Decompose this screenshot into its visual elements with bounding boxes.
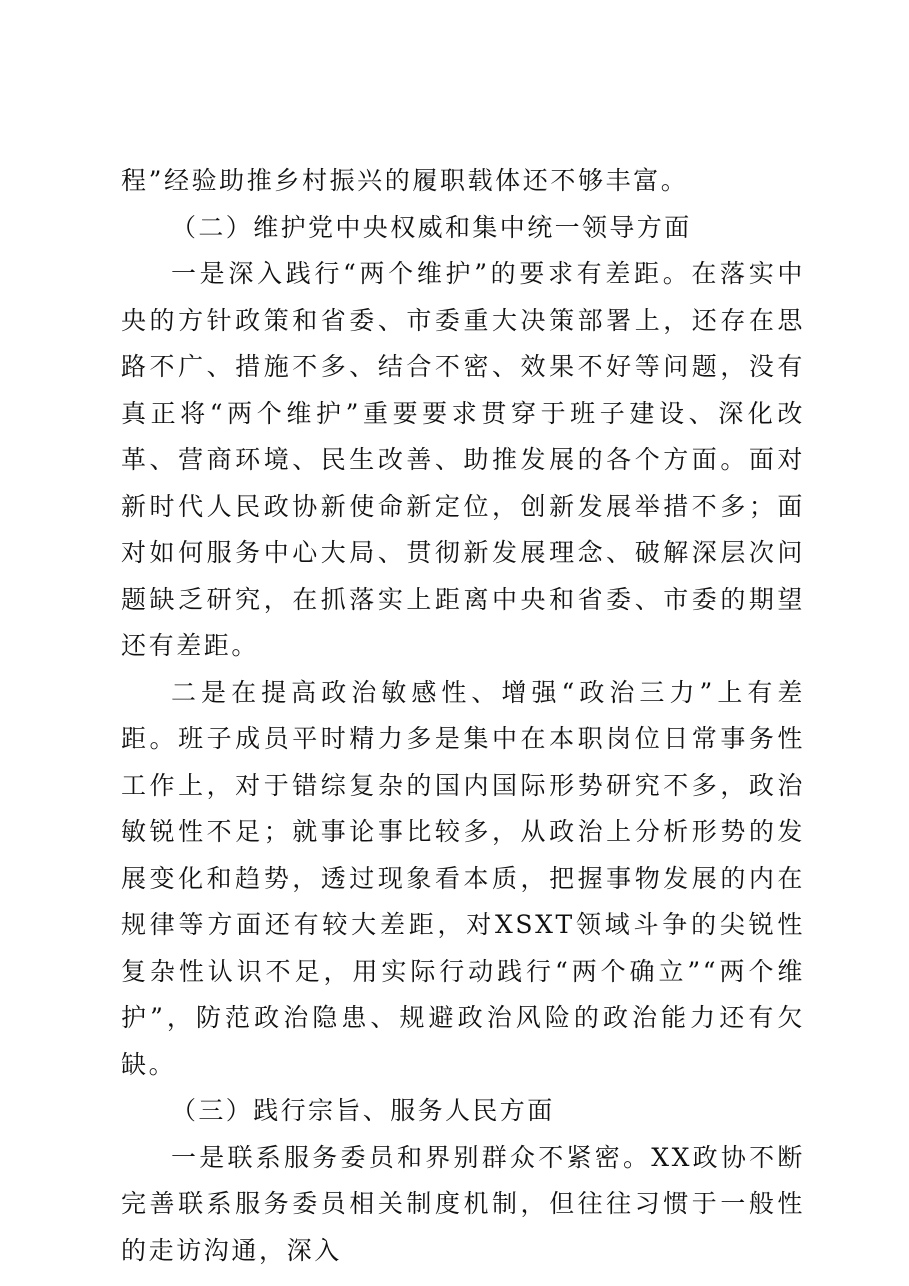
section-heading-2: （二）维护党中央权威和集中统一领导方面 <box>171 212 692 242</box>
document-body <box>121 158 805 1274</box>
section-3-paragraph-1: 一是联系服务委员和界别群众不紧密。XX政协不断完善联系服务委员相关制度机制，但往往习惯于一般性的走访沟通，深入 <box>121 1142 805 1265</box>
section-2-paragraph-2: 二是在提高政治敏感性、增强“政治三力”上有差距。班子成员平时精力多是集中在本职岗位日常事务性工作上，对于错综复杂的国内国际形势研究不多，政治敏锐性不足；就事论事比较多，从政治上分析形势的发展变化和趋势，透过现象看本质，把握事物发展的内在规律等方面还有较大差距，对XSXT领域斗争的尖锐性复杂性认识不足，用实际行动践行“两个确立”“两个维护”，防范政治隐患、规避政治风险的政治能力还有欠缺。 <box>121 677 805 1079</box>
continued-paragraph: 程”经验助推乡村振兴的履职载体还不够丰富。 <box>121 166 689 195</box>
section-heading-3: （三）践行宗旨、服务人民方面 <box>171 1096 555 1125</box>
section-2-paragraph-1: 一是深入践行“两个维护”的要求有差距。在落实中央的方针政策和省委、市委重大决策部署上，还存在思路不广、措施不多、结合不密、效果不好等问题，没有真正将“两个维护”重要要求贯穿于班子建设、深化改革、营商环境、民生改善、助推发展的各个方面。面对新时代人民政协新使命新定位，创新发展举措不多；面对如何服务中心大局、贯彻新发展理念、破解深层次问题缺乏研究，在抓落实上距离中央和省委、市委的期望还有差距。 <box>121 259 805 660</box>
